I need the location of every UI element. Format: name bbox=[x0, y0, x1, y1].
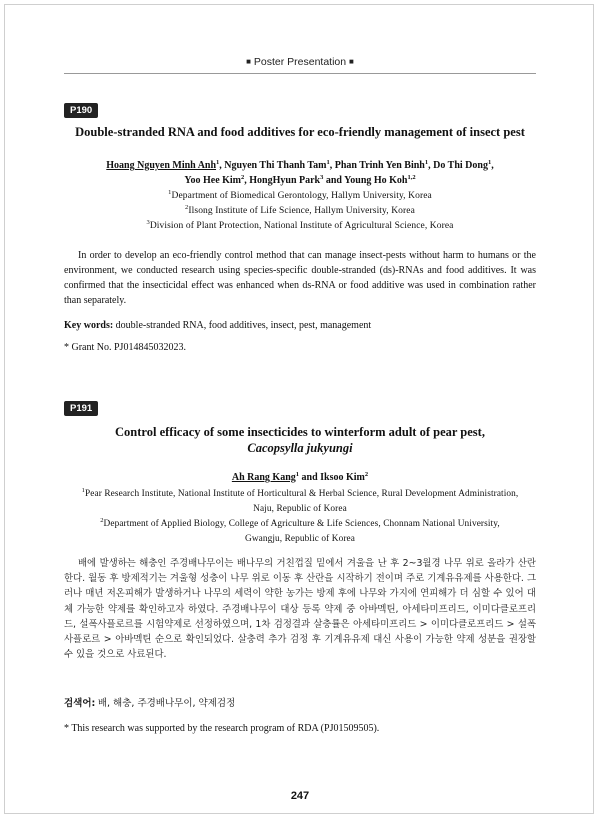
author-list-p190 bbox=[64, 158, 536, 188]
affiliation-text: Pear Research Institute, National Institute of Horticultural & Herbal Science, Rural Development Administration, bbox=[85, 489, 519, 499]
abstract-p191 bbox=[64, 556, 536, 662]
funding-note-p191: * This research was supported by the research program of RDA (PJ01509505). bbox=[64, 723, 380, 734]
affiliation-text: Division of Plant Protection, National Institute of Agricultural Science, Korea bbox=[149, 221, 454, 231]
page-number: 247 bbox=[290, 790, 310, 802]
affiliation-line: Naju, Republic of Korea bbox=[253, 504, 347, 514]
author-separator: , bbox=[244, 175, 250, 186]
keywords-p191 bbox=[64, 697, 536, 711]
author-sup: 1,2 bbox=[407, 174, 416, 181]
author-sup: 1 bbox=[295, 471, 300, 478]
author-sup: 1 bbox=[326, 159, 330, 166]
affiliation-sup: 3 bbox=[146, 219, 150, 226]
poster-tag-p190: P190 bbox=[64, 103, 98, 118]
affiliation-line bbox=[64, 189, 536, 204]
affiliations-p190 bbox=[64, 189, 536, 234]
square-bullet-left: ■ bbox=[246, 57, 251, 66]
affiliation-line bbox=[64, 204, 536, 219]
affiliation-sup: 2 bbox=[100, 517, 104, 524]
author-name: Nguyen Thi Thanh Tam bbox=[224, 160, 327, 171]
author-name: HongHyun Park bbox=[249, 175, 321, 186]
author-name: Yoo Hee Kim bbox=[184, 175, 242, 186]
author-line-1 bbox=[64, 158, 536, 173]
affiliations-p191 bbox=[64, 487, 536, 547]
keywords-text: double-stranded RNA, food additives, insect, pest, management bbox=[115, 320, 372, 331]
author-name: Iksoo Kim bbox=[320, 472, 365, 483]
author-name: Phan Trinh Yen Binh bbox=[334, 160, 425, 171]
header-label: Poster Presentation bbox=[253, 56, 347, 68]
author-name: Young Ho Koh bbox=[344, 175, 408, 186]
title-line-2-species: Cacopsylla jukyungi bbox=[247, 441, 353, 455]
header-divider bbox=[64, 73, 536, 74]
title-line-1: Control efficacy of some insecticides to winterform adult of pear pest, bbox=[115, 425, 485, 439]
keywords-label: Key words: bbox=[64, 320, 114, 331]
affiliation-line bbox=[64, 517, 536, 532]
author-name: Do Thi Dong bbox=[433, 160, 488, 171]
paper-title-p191 bbox=[64, 424, 536, 456]
keywords-text: 배, 해충, 주경배나무이, 약제검정 bbox=[97, 698, 236, 709]
affiliation-sup: 2 bbox=[185, 204, 189, 211]
square-bullet-right: ■ bbox=[349, 57, 354, 66]
grant-note-p190: * Grant No. PJ014845032023. bbox=[64, 342, 186, 353]
author-separator: , bbox=[329, 160, 335, 171]
author-name: Hoang Nguyen Minh Anh bbox=[106, 160, 217, 171]
affiliation-line bbox=[64, 219, 536, 234]
affiliation-text: Ilsong Institute of Life Science, Hallym University, Korea bbox=[188, 206, 415, 216]
abstract-text: 배에 발생하는 해충인 주경배나무이는 배나무의 거친껍질 밑에서 겨울을 난 후 2~3월경 나무 위로 올라가 산란한다. 월동 후 방제적기는 겨울형 성충이 나무 위로 이동 후 산란을 시작하기 전이며 주로 기계유유제를 사용한다. 그러나 매년 저온피해가 발생하거나 나무의 세력이 약한 농가는 방제 후에 나무와 가지에 연피해가 더 심할 수 있어 대체 가능한 약제를 확인하고자 하였다. 주경배나무이 대상 등록 약제 중 아바멕틴, 아세타미프리드, 이미다클로프리드, 설폭사플로르를 시험약제로 선정하였으며, 1차 검정결과 살충률은 아세타미프리드 > 이미다클로프리드 > 설폭사플로르 > 아바멕틴 순으로 확인되었다. 살충력 추가 검정 후 기계유유제 대신 사용이 가능한 약제 성분을 권장할 수 있을 것으로 사료된다. bbox=[64, 558, 536, 661]
abstract-p190 bbox=[64, 248, 536, 308]
affiliation-text: Department of Biomedical Gerontology, Hallym University, Korea bbox=[171, 191, 432, 201]
author-separator: , bbox=[428, 160, 434, 171]
affiliation-sup: 1 bbox=[81, 487, 86, 494]
author-sup: 1 bbox=[216, 159, 220, 166]
keywords-label: 검색어: bbox=[64, 698, 96, 709]
author-separator: , bbox=[219, 160, 225, 171]
running-header bbox=[0, 56, 600, 68]
author-separator: , bbox=[491, 160, 494, 171]
paper-title-p190: Double-stranded RNA and food additives for eco-friendly management of insect pest bbox=[75, 125, 525, 139]
affiliation-line: Gwangju, Republic of Korea bbox=[245, 534, 355, 544]
author-sup: 2 bbox=[241, 174, 245, 181]
affiliation-text: Department of Applied Biology, College of Agriculture & Life Sciences, Chonnam National University, bbox=[103, 519, 500, 529]
author-list-p191 bbox=[64, 470, 536, 485]
author-separator: and bbox=[323, 175, 345, 186]
author-sup: 2 bbox=[364, 471, 369, 478]
author-sup: 1 bbox=[424, 159, 429, 166]
author-sup: 1 bbox=[487, 159, 492, 166]
author-separator: and bbox=[299, 472, 321, 483]
poster-tag-p191: P191 bbox=[64, 401, 98, 416]
keywords-p190 bbox=[64, 319, 536, 333]
abstract-text: In order to develop an eco-friendly control method that can manage insect-pests without harm to humans or the environment, we conducted research using species-specific double-stranded (ds)-RNAs and food additives. It was confirmed that the insecticidal effect was enhanced when ds-RNA or food additive was used in combination rather than separately. bbox=[64, 250, 536, 306]
affiliation-line bbox=[64, 487, 536, 502]
author-name: Ah Rang Kang bbox=[231, 472, 296, 483]
author-sup: 3 bbox=[320, 174, 324, 181]
author-line-2 bbox=[64, 173, 536, 188]
affiliation-sup: 1 bbox=[168, 189, 172, 196]
